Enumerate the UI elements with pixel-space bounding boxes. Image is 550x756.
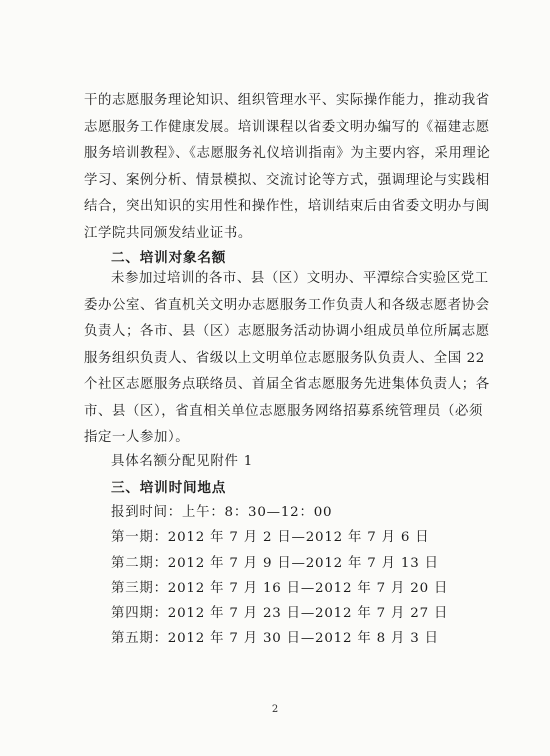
registration-time: 报到时间：上午：8：30—12：00 <box>111 505 333 520</box>
section-heading-time-place: 三、培训时间地点 <box>111 480 227 496</box>
section-heading-targets: 二、培训对象名额 <box>111 250 227 266</box>
page-number: 2 <box>271 704 279 715</box>
paragraph-training-targets: 未参加过培训的各市、县（区）文明办、平潭综合实验区党工委办公室、省直机关文明办志愿服务工作负责人和各级志愿者协会负责人；各市、县（区）志愿服务活动协调小组成员单位所属志愿服务组织负责人、省级以上文明单位志愿服务队负责人、全国 22 个社区志愿服务点联络员、首届全省志愿服务先进集体负责人；各市、县（区），省直相关单位志愿服务网络招募系统管理员（必须指定一人参加）。 <box>84 271 490 445</box>
paragraph-training-content: 干的志愿服务理论知识、组织管理水平、实际操作能力，推动我省志愿服务工作健康发展。培训课程以省委文明办编写的《福建志愿服务培训教程》、《志愿服务礼仪培训指南》为主要内容，采用理论学习、案例分析、情景模拟、交流讨论等方式，强调理论与实践相结合，突出知识的实用性和操作性，培训结束后由省委文明办与闽江学院共同颁发结业证书。 <box>84 93 491 241</box>
session-line: 第五期：2012 年 7 月 30 日—2012 年 8 月 3 日 <box>111 631 439 646</box>
quota-note: 具体名额分配见附件 1 <box>111 454 254 469</box>
session-line: 第三期：2012 年 7 月 16 日—2012 年 7 月 20 日 <box>111 581 449 596</box>
session-line: 第一期：2012 年 7 月 2 日—2012 年 7 月 6 日 <box>111 530 430 545</box>
session-line: 第二期：2012 年 7 月 9 日—2012 年 7 月 13 日 <box>111 556 439 571</box>
session-line: 第四期：2012 年 7 月 23 日—2012 年 7 月 27 日 <box>111 606 449 621</box>
